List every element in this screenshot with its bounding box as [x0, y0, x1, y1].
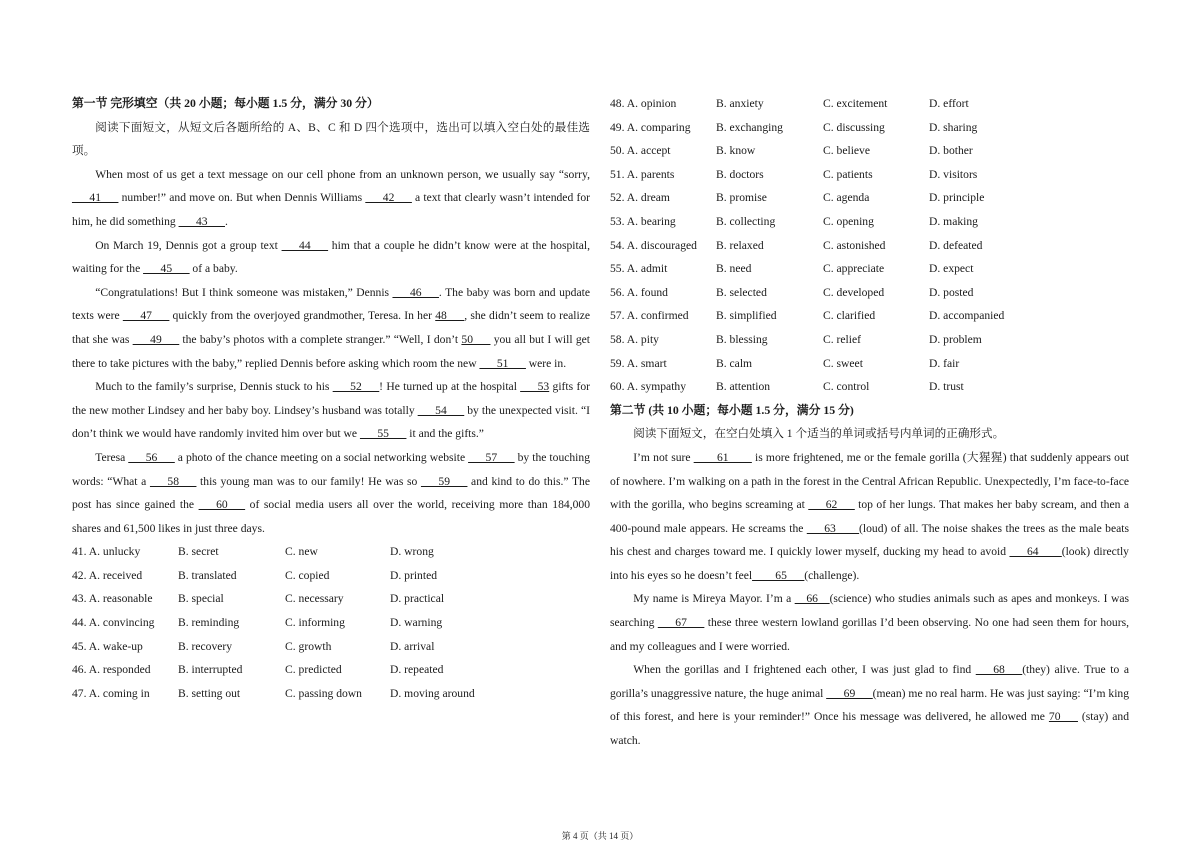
option-choice: D. bother	[929, 144, 973, 158]
option-row	[610, 281, 1129, 305]
option-row	[610, 352, 1129, 376]
passage-text: (stay) and watch.	[610, 710, 1129, 748]
option-choice: B. need	[716, 262, 752, 276]
answer-blank: ____65___	[752, 568, 805, 582]
option-choice: D. defeated	[929, 238, 983, 252]
option-choice: 42. A. received	[72, 568, 143, 582]
option-row	[72, 611, 590, 635]
passage-text: is more frightened, me or the female gorilla (大猩猩) that suddenly appears out of nowhere. I’m walking on a path in the forest in the Central African Republic. Unexpectedly, I’m face-to-face with the gorilla, who begins screaming at	[610, 450, 1129, 512]
answer-blank: ___42___	[365, 191, 412, 205]
answer-blank: 48___	[435, 309, 465, 323]
answer-blank: ___68___	[975, 663, 1023, 677]
answer-blank: ___46___	[392, 285, 439, 299]
option-choice: D. trust	[929, 380, 964, 394]
option-choice: B. collecting	[716, 214, 776, 228]
passage-text: (challenge).	[804, 568, 860, 582]
option-row	[610, 92, 1129, 116]
option-choice: 57. A. confirmed	[610, 309, 689, 323]
answer-blank: ___54___	[417, 403, 465, 417]
option-choice: D. effort	[929, 97, 969, 110]
option-row	[610, 375, 1129, 399]
option-choice: D. arrival	[390, 639, 435, 653]
passage-text: When the gorillas and I frightened each other, I was just glad to find	[633, 663, 976, 677]
option-choice: D. making	[929, 214, 978, 228]
option-choice: B. simplified	[716, 309, 777, 323]
answer-blank: ___63____	[806, 521, 860, 535]
option-choice: 43. A. reasonable	[72, 592, 153, 606]
option-choice: D. wrong	[390, 545, 434, 559]
option-choice: C. necessary	[285, 592, 344, 606]
option-choice: B. secret	[178, 545, 219, 559]
option-choice: C. developed	[823, 285, 885, 299]
page-footer: 第 4 页（共 14 页）	[561, 831, 639, 841]
answer-blank: ___60___	[198, 498, 246, 512]
option-row	[610, 186, 1129, 210]
option-choice: B. doctors	[716, 167, 764, 181]
option-row	[72, 587, 590, 611]
passage-text: the baby’s photos with a complete stranger.” “Well, I don’t	[179, 332, 462, 346]
option-row	[72, 540, 590, 564]
option-choice: C. excitement	[823, 97, 888, 110]
option-choice: C. astonished	[823, 238, 886, 252]
option-choice: B. recovery	[178, 639, 233, 653]
option-row	[72, 635, 590, 659]
passage-paragraph	[72, 281, 590, 375]
option-choice: D. problem	[929, 332, 982, 346]
answer-blank: ___47___	[122, 309, 170, 323]
option-choice: C. control	[823, 380, 870, 394]
option-choice: 53. A. bearing	[610, 214, 676, 228]
option-choice: B. relaxed	[716, 238, 764, 252]
option-choice: B. translated	[178, 568, 237, 582]
section1-instructions: 阅读下面短文，从短文后各题所给的 A、B、C 和 D 四个选项中，选出可以填入空白处的最佳选项。	[72, 120, 590, 158]
passage-paragraph	[72, 163, 590, 234]
passage-text: . The baby was born and update texts were	[72, 285, 590, 323]
option-choice: D. expect	[929, 262, 974, 276]
answer-blank: ___58___	[150, 474, 197, 488]
answer-blank: ___52___	[332, 380, 380, 394]
answer-blank: ___51___	[479, 356, 526, 370]
passage-text: a photo of the chance meeting on a social networking website	[174, 450, 469, 464]
answer-blank: ___49___	[132, 332, 180, 346]
answer-blank: ___43___	[178, 214, 225, 228]
option-choice: B. setting out	[178, 686, 241, 700]
option-row	[610, 210, 1129, 234]
option-choice: B. interrupted	[178, 663, 243, 677]
option-choice: B. promise	[716, 191, 767, 205]
options-list-right	[610, 92, 1129, 399]
option-choice: C. new	[285, 545, 318, 559]
answer-blank: 70___	[1048, 710, 1078, 724]
option-choice: B. selected	[716, 285, 767, 299]
passage-text: number!” and move on. But when Dennis Williams	[118, 191, 366, 205]
option-choice: 54. A. discouraged	[610, 238, 697, 252]
option-choice: C. clarified	[823, 309, 876, 323]
answer-blank: ___56___	[128, 450, 175, 464]
passage-text: him that a couple he didn’t know were at the hospital, waiting for the	[72, 238, 590, 276]
passage-text: My name is Mireya Mayor. I’m a	[633, 592, 795, 606]
passage-paragraph	[72, 375, 590, 446]
answer-blank: ___67___	[657, 616, 705, 630]
option-choice: C. believe	[823, 144, 871, 158]
passage-text: ! He turned up at the hospital	[379, 380, 521, 394]
answer-blank: ___57___	[468, 450, 515, 464]
option-choice: C. informing	[285, 616, 345, 630]
option-choice: 48. A. opinion	[610, 97, 677, 110]
answer-blank: ___55___	[359, 427, 407, 441]
options-list-left	[72, 540, 590, 705]
option-row	[72, 564, 590, 588]
answer-blank: ___59___	[421, 474, 468, 488]
option-choice: B. calm	[716, 356, 753, 370]
passage-text: top of her lungs. That makes her baby scream, and then a 400-pound male appears. He screams the	[610, 498, 1129, 535]
passage-text: by the unexpected visit. “I don’t think we would have randomly invited him over but we	[72, 403, 590, 441]
option-row	[72, 682, 590, 706]
passage-paragraph	[610, 587, 1129, 658]
passage-paragraph	[610, 446, 1129, 588]
option-choice: C. sweet	[823, 356, 863, 370]
passage-paragraph	[610, 658, 1129, 752]
option-row	[610, 163, 1129, 187]
option-choice: C. relief	[823, 332, 861, 346]
answer-blank: ___69___	[826, 686, 873, 700]
option-row	[610, 328, 1129, 352]
option-choice: 47. A. coming in	[72, 686, 150, 700]
passage-text: a text that clearly wasn’t intended for him, he did something	[72, 191, 590, 228]
option-choice: 44. A. convincing	[72, 616, 155, 630]
option-choice: B. know	[716, 144, 756, 158]
option-row	[610, 116, 1129, 140]
option-choice: 50. A. accept	[610, 144, 671, 158]
option-choice: C. predicted	[285, 663, 342, 677]
option-choice: 58. A. pity	[610, 332, 659, 346]
option-choice: C. growth	[285, 639, 332, 653]
answer-blank: ___62___	[808, 498, 855, 512]
option-choice: D. printed	[390, 568, 438, 582]
option-choice: B. blessing	[716, 332, 768, 346]
passage-text: of a baby.	[189, 262, 238, 276]
passage-text: (they) alive. True to a gorilla’s unaggressive nature, the huge animal	[610, 663, 1130, 700]
option-choice: 52. A. dream	[610, 191, 670, 205]
passage-paragraph	[72, 234, 590, 281]
passage-text: this young man was to our family! He was so	[196, 474, 421, 488]
passage-text: When most of us get a text message on our cell phone from an unknown person, we usually say “sorry,	[95, 167, 590, 181]
option-choice: D. accompanied	[929, 309, 1005, 323]
option-choice: 56. A. found	[610, 285, 668, 299]
option-choice: C. agenda	[823, 191, 870, 205]
passage-text: by the touching words: “What a	[72, 450, 590, 488]
option-choice: 45. A. wake-up	[72, 639, 143, 653]
left-column	[72, 92, 590, 705]
cloze-passage	[72, 163, 590, 541]
option-choice: 41. A. unlucky	[72, 545, 141, 559]
section2-heading: 第二节 (共 10 小题；每小题 1.5 分，满分 15 分)	[610, 402, 854, 417]
option-choice: 49. A. comparing	[610, 120, 691, 134]
passage-paragraph	[72, 446, 590, 540]
option-choice: D. fair	[929, 356, 960, 370]
option-choice: B. attention	[716, 380, 771, 394]
passage-text: were in.	[525, 356, 567, 370]
passage-text: (science) who studies animals such as apes and monkeys. I was searching	[610, 592, 1129, 630]
passage-text: , she didn’t seem to realize that she was	[72, 309, 590, 346]
section2-instructions: 阅读下面短文，在空白处填入 1 个适当的单词或括号内单词的正确形式。	[633, 427, 1005, 441]
answer-blank: 50___	[461, 332, 491, 346]
passage-text: Teresa	[95, 450, 129, 464]
option-choice: 59. A. smart	[610, 356, 667, 370]
option-choice: C. discussing	[823, 120, 885, 134]
option-choice: D. principle	[929, 191, 985, 205]
passage-text: you all but I will get there to take pictures with the baby,” replied Dennis before asking which room the new	[72, 332, 590, 370]
answer-blank: ___53	[520, 380, 550, 394]
passage-text: it and the gifts.”	[406, 427, 484, 441]
option-row	[610, 257, 1129, 281]
answer-blank: __66__	[794, 592, 830, 606]
option-row	[610, 139, 1129, 163]
option-choice: B. exchanging	[716, 120, 783, 134]
option-row	[610, 304, 1129, 328]
passage-text: these three western lowland gorillas I’d been observing. No one had seen them for hours, and my colleagues and I were worried.	[610, 616, 1129, 653]
passage-text: of social media users all over the world, receiving more than 184,000 shares and 61,500 likes in just three days.	[72, 498, 590, 535]
passage-text: gifts for the new mother Lindsey and her baby boy. Lindsey’s husband was totally	[72, 380, 590, 417]
passage-text: quickly from the overjoyed grandmother, Teresa. In her	[169, 309, 436, 323]
passage-text: (look) directly into his eyes so he doesn’t feel	[610, 545, 1129, 582]
option-choice: D. repeated	[390, 663, 444, 677]
right-column	[610, 92, 1129, 753]
passage-text: On March 19, Dennis got a group text	[95, 238, 282, 252]
passage-text: Much to the family’s surprise, Dennis stuck to his	[95, 380, 333, 394]
option-choice: B. reminding	[178, 616, 240, 630]
passage-text: (loud) of all. The noise shakes the trees as the male beats his chest and charges toward me. I quickly lower myself, ducking my head to avoid	[610, 521, 1129, 559]
answer-blank: ___64____	[1009, 545, 1062, 559]
answer-blank: ___41___	[72, 191, 119, 205]
option-row	[610, 234, 1129, 258]
option-choice: C. patients	[823, 167, 873, 181]
option-row	[72, 658, 590, 682]
option-choice: D. practical	[390, 592, 445, 606]
grammar-passage	[610, 446, 1129, 753]
passage-text: (mean) me no real harm. He was just saying: “I’m king of this forest, and here is your reminder!” Once his message was delivered, he allowed me	[610, 686, 1130, 724]
option-choice: D. warning	[390, 616, 443, 630]
option-choice: C. copied	[285, 568, 330, 582]
answer-blank: ____61____	[693, 450, 752, 464]
section1-heading: 第一节 完形填空（共 20 小题；每小题 1.5 分，满分 30 分）	[72, 96, 379, 110]
passage-text: I’m not sure	[633, 450, 694, 464]
option-choice: 46. A. responded	[72, 663, 151, 677]
option-choice: C. passing down	[285, 686, 362, 700]
option-choice: C. appreciate	[823, 262, 885, 276]
passage-text: “Congratulations! But I think someone was mistaken,” Dennis	[95, 285, 393, 299]
option-choice: 55. A. admit	[610, 262, 668, 276]
answer-blank: ___44___	[281, 238, 329, 252]
option-choice: D. moving around	[390, 686, 475, 700]
option-choice: 60. A. sympathy	[610, 380, 687, 394]
option-choice: D. posted	[929, 285, 974, 299]
option-choice: C. opening	[823, 214, 874, 228]
passage-text: and kind to do this.” The post has since gained the	[72, 474, 591, 512]
answer-blank: ___45___	[143, 262, 190, 276]
passage-text: .	[224, 214, 228, 228]
option-choice: D. sharing	[929, 120, 978, 134]
option-choice: B. anxiety	[716, 97, 764, 110]
option-choice: B. special	[178, 592, 224, 606]
option-choice: 51. A. parents	[610, 167, 675, 181]
option-choice: D. visitors	[929, 167, 978, 181]
